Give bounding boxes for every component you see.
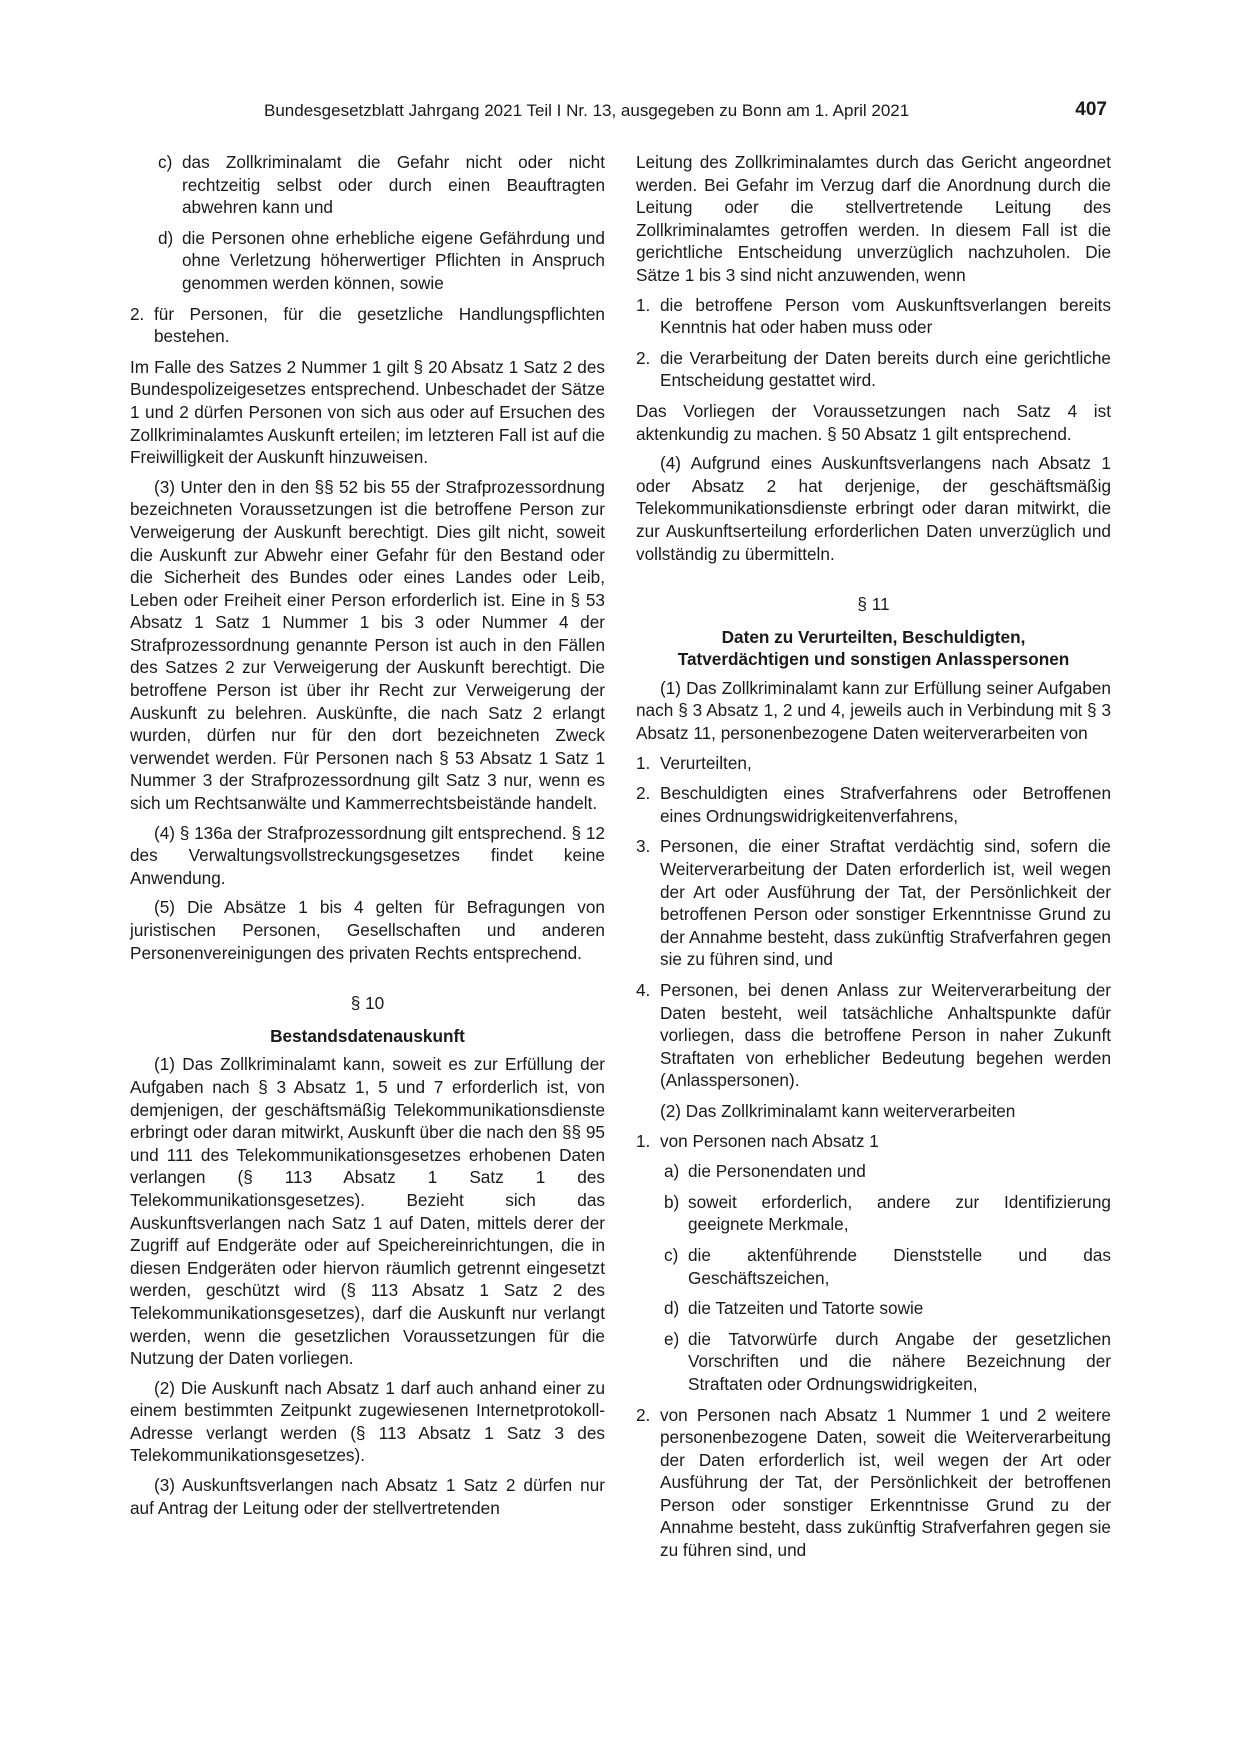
page-header (0, 100, 1241, 130)
list-item-text: von Personen nach Absatz 1 Nummer 1 und 2 weitere personenbezogene Daten, soweit die Weiterverarbeitung der Daten erforderlich ist, weil wegen der Art oder Ausführung der Tat, der Persönlichkeit der betroffenen Person oder sonstiger Erkenntnisse Grund zu der Annahme besteht, dass zukünftig Strafverfahren gegen sie zu führen sind, und (660, 1404, 1111, 1561)
list-marker: 2. (636, 783, 651, 804)
paragraph: Im Falle des Satzes 2 Nummer 1 gilt § 20 Absatz 1 Satz 2 des Bundespolizeigesetzes entsprechend. Unbeschadet der Sätze 1 und 2 dürfen Personen von sich aus oder auf Ersuchen des Zollkriminalamtes Auskunft erteilen; im letzteren Fall ist auf die Freiwilligkeit der Auskunft hinzuweisen. (130, 356, 605, 468)
list-item (130, 227, 605, 295)
paragraph-abs-4: (4) § 136a der Strafprozessordnung gilt entsprechend. § 12 des Verwaltungsvollstreckungsgesetzes findet keine Anwendung. (130, 822, 605, 888)
paragraph-abs-1: (1) Das Zollkriminalamt kann zur Erfüllung seiner Aufgaben nach § 3 Absatz 1, 2 und 4, jeweils auch in Verbindung mit § 3 Absatz 11, personenbezogene Daten weiterverarbeiten von (636, 677, 1111, 744)
list-marker: d) (158, 227, 174, 248)
list-marker: 3. (636, 836, 651, 857)
list-item (636, 782, 1111, 827)
section-number: § 10 (350, 993, 385, 1014)
running-head: Bundesgesetzblatt Jahrgang 2021 Teil I Nr. 13, ausgegeben zu Bonn am 1. April 2021 (264, 101, 910, 120)
list-marker: b) (664, 1191, 680, 1212)
list-item (636, 1328, 1111, 1396)
paragraph-abs-3: (3) Auskunftsverlangen nach Absatz 1 Satz 2 dürfen nur auf Antrag der Leitung oder der stellvertretenden (130, 1475, 605, 1518)
section-title-line: Tatverdächtigen und sonstigen Anlasspersonen (677, 649, 1070, 670)
page-number: 407 (1075, 99, 1107, 120)
list-marker: e) (664, 1328, 680, 1349)
list-marker: 4. (636, 980, 651, 1000)
list-item-text: die aktenführende Dienststelle und das Geschäftszeichen, (688, 1244, 1111, 1288)
list-item-text: Personen, bei denen Anlass zur Weiterverarbeitung der Daten besteht, weil tatsächliche Anhaltspunkte dafür vorliegen, dass die betroffene Person in naher Zukunft Straftaten von erheblicher Bedeutung begehen werden (Anlasspersonen). (660, 980, 1111, 1091)
paragraph-abs-2: (2) Die Auskunft nach Absatz 1 darf auch anhand einer zu einem bestimmten Zeitpunkt zugewiesenen Internetprotokoll-Adresse verlangt werden (§ 113 Absatz 1 Satz 3 des Telekommunikationsgesetzes). (130, 1377, 605, 1466)
list-item-text: Beschuldigten eines Strafverfahrens oder Betroffenen eines Ordnungswidrigkeitenverfahrens, (660, 783, 1111, 826)
list-item (636, 1191, 1111, 1236)
list-item-text: für Personen, für die gesetzliche Handlungspflichten bestehen. (154, 303, 605, 347)
list-item-text: die Verarbeitung der Daten bereits durch eine gerichtliche Entscheidung gestattet wird. (660, 347, 1111, 391)
list-item (636, 1244, 1111, 1289)
list-marker: a) (664, 1161, 680, 1182)
list-item (636, 1297, 1111, 1320)
list-item-text: das Zollkriminalamt die Gefahr nicht oder nicht rechtzeitig selbst oder durch einen Beauftragten abwehren kann und (182, 152, 605, 218)
list-item-text: die Personendaten und (688, 1161, 866, 1182)
list-item-text: Verurteilten, (660, 752, 752, 773)
list-marker: 2. (130, 303, 145, 324)
paragraph-abs-4: (4) Aufgrund eines Auskunftsverlangens nach Absatz 1 oder Absatz 2 hat derjenige, der geschäftsmäßig Telekommunikationsdienste erbringt oder daran mitwirkt, die zur Auskunftserteilung erforderlichen Daten unverzüglich und vollständig zu übermitteln. (636, 453, 1111, 564)
list-item (636, 1160, 1111, 1183)
list-marker: c) (158, 152, 173, 172)
list-item-text: Personen, die einer Straftat verdächtig sind, sofern die Weiterverarbeitung der Daten erforderlich ist, weil wegen der Art oder Ausführung der Tat, der Persönlichkeit der betroffenen Person oder sonstiger Erkenntnisse Grund zu der Annahme besteht, dass zukünftig Strafverfahren gegen sie zu führen sind, und (660, 836, 1111, 970)
list-item (636, 1130, 1111, 1153)
paragraph-continued: Leitung des Zollkriminalamtes durch das Gericht angeordnet werden. Bei Gefahr im Verzug darf die Anordnung durch die Leitung oder die stellvertretende Leitung des Zollkriminalamtes getroffen werden. In diesem Fall ist die gerichtliche Entscheidung unverzüglich nachzuholen. Die Sätze 1 bis 3 sind nicht anzuwenden, wenn (636, 152, 1111, 285)
section-title: Bestandsdatenauskunft (270, 1025, 465, 1046)
list-item (130, 303, 605, 348)
list-item-text: soweit erforderlich, andere zur Identifizierung geeignete Merkmale, (688, 1191, 1111, 1235)
paragraph-abs-5: (5) Die Absätze 1 bis 4 gelten für Befragungen von juristischen Personen, Gesellschaften und anderen Personenvereinigungen des privaten Rechts entsprechend. (130, 897, 605, 963)
list-item (130, 151, 605, 219)
list-marker: 1. (636, 1130, 651, 1151)
right-column (636, 151, 1111, 1570)
list-marker: c) (664, 1244, 679, 1265)
left-column (130, 151, 605, 1526)
paragraph-abs-3: (3) Unter den in den §§ 52 bis 55 der Strafprozessordnung bezeichneten Voraussetzungen ist die betroffene Person zur Verweigerung der Auskunft berechtigt. Dies gilt nicht, soweit die Auskunft zur Abwehr einer Gefahr für den Bestand oder die Sicherheit des Bundes oder eines Landes oder Leib, Leben oder Freiheit einer Person erforderlich ist. Eine in § 53 Absatz 1 Satz 1 Nummer 1 bis 3 oder Nummer 4 der Strafprozessordnung genannte Person ist auch in den Fällen des Satzes 2 zur Verweigerung der Auskunft berechtigt. Die betroffene Person ist über ihr Recht zur Verweigerung der Auskunft zu belehren. Auskünfte, die nach Satz 2 erlangt wurden, dürfen nur für den dort bezeichneten Zweck verwendet werden. Für Personen nach § 53 Absatz 1 Satz 1 Nummer 3 der Strafprozessordnung gilt Satz 3 nur, wenn es sich um Rechtsanwälte und Kammerrechtsbeistände handelt. (130, 476, 605, 814)
list-marker: d) (664, 1298, 680, 1319)
list-item (636, 752, 1111, 775)
list-item-text: die Tatvorwürfe durch Angabe der gesetzlichen Vorschriften und die nähere Bezeichnung der Straftaten oder Ordnungswidrigkeiten, (688, 1328, 1111, 1394)
paragraph: Das Vorliegen der Voraussetzungen nach Satz 4 ist aktenkundig zu machen. § 50 Absatz 1 gilt entsprechend. (636, 400, 1111, 444)
section-number: § 11 (857, 594, 890, 615)
list-item-text: die betroffene Person vom Auskunftsverlangen bereits Kenntnis hat oder haben muss oder (660, 294, 1111, 338)
paragraph-abs-2: (2) Das Zollkriminalamt kann weiterverarbeiten (660, 1100, 1016, 1121)
list-item-text: die Personen ohne erhebliche eigene Gefährdung und ohne Verletzung höherwertiger Pflichten in Anspruch genommen werden können, sowie (182, 227, 605, 293)
section-title (636, 626, 1111, 671)
list-item-text: die Tatzeiten und Tatorte sowie (688, 1298, 924, 1319)
section-title-line: Daten zu Verurteilten, Beschuldigten, (721, 626, 1026, 647)
list-item (636, 347, 1111, 392)
list-item-text: von Personen nach Absatz 1 (660, 1130, 879, 1151)
list-item (636, 294, 1111, 339)
list-marker: 2. (636, 347, 651, 368)
paragraph-abs-1: (1) Das Zollkriminalamt kann, soweit es zur Erfüllung der Aufgaben nach § 3 Absatz 1, 5 und 7 erforderlich ist, von demjenigen, der geschäftsmäßig Telekommunikationsdienste erbringt oder daran mitwirkt, Auskunft über die nach den §§ 95 und 111 des Telekommunikationsgesetzes erhobenen Daten verlangen (§ 113 Absatz 1 Satz 1 des Telekommunikationsgesetzes). Bezieht sich das Auskunftsverlangen nach Satz 1 auf Daten, mittels derer der Zugriff auf Endgeräte oder auf Speichereinrichtungen, die in diesen Endgeräten oder hiervon räumlich getrennt eingesetzt werden, geschützt wird (§ 113 Absatz 1 Satz 2 des Telekommunikationsgesetzes), darf die Auskunft nur verlangt werden, wenn die gesetzlichen Voraussetzungen für die Nutzung der Daten vorliegen. (130, 1054, 605, 1369)
list-marker: 2. (636, 1404, 651, 1425)
list-marker: 1. (636, 752, 651, 773)
list-item (636, 1404, 1111, 1562)
list-item (636, 835, 1111, 971)
list-marker: 1. (636, 294, 651, 315)
list-item (636, 979, 1111, 1092)
